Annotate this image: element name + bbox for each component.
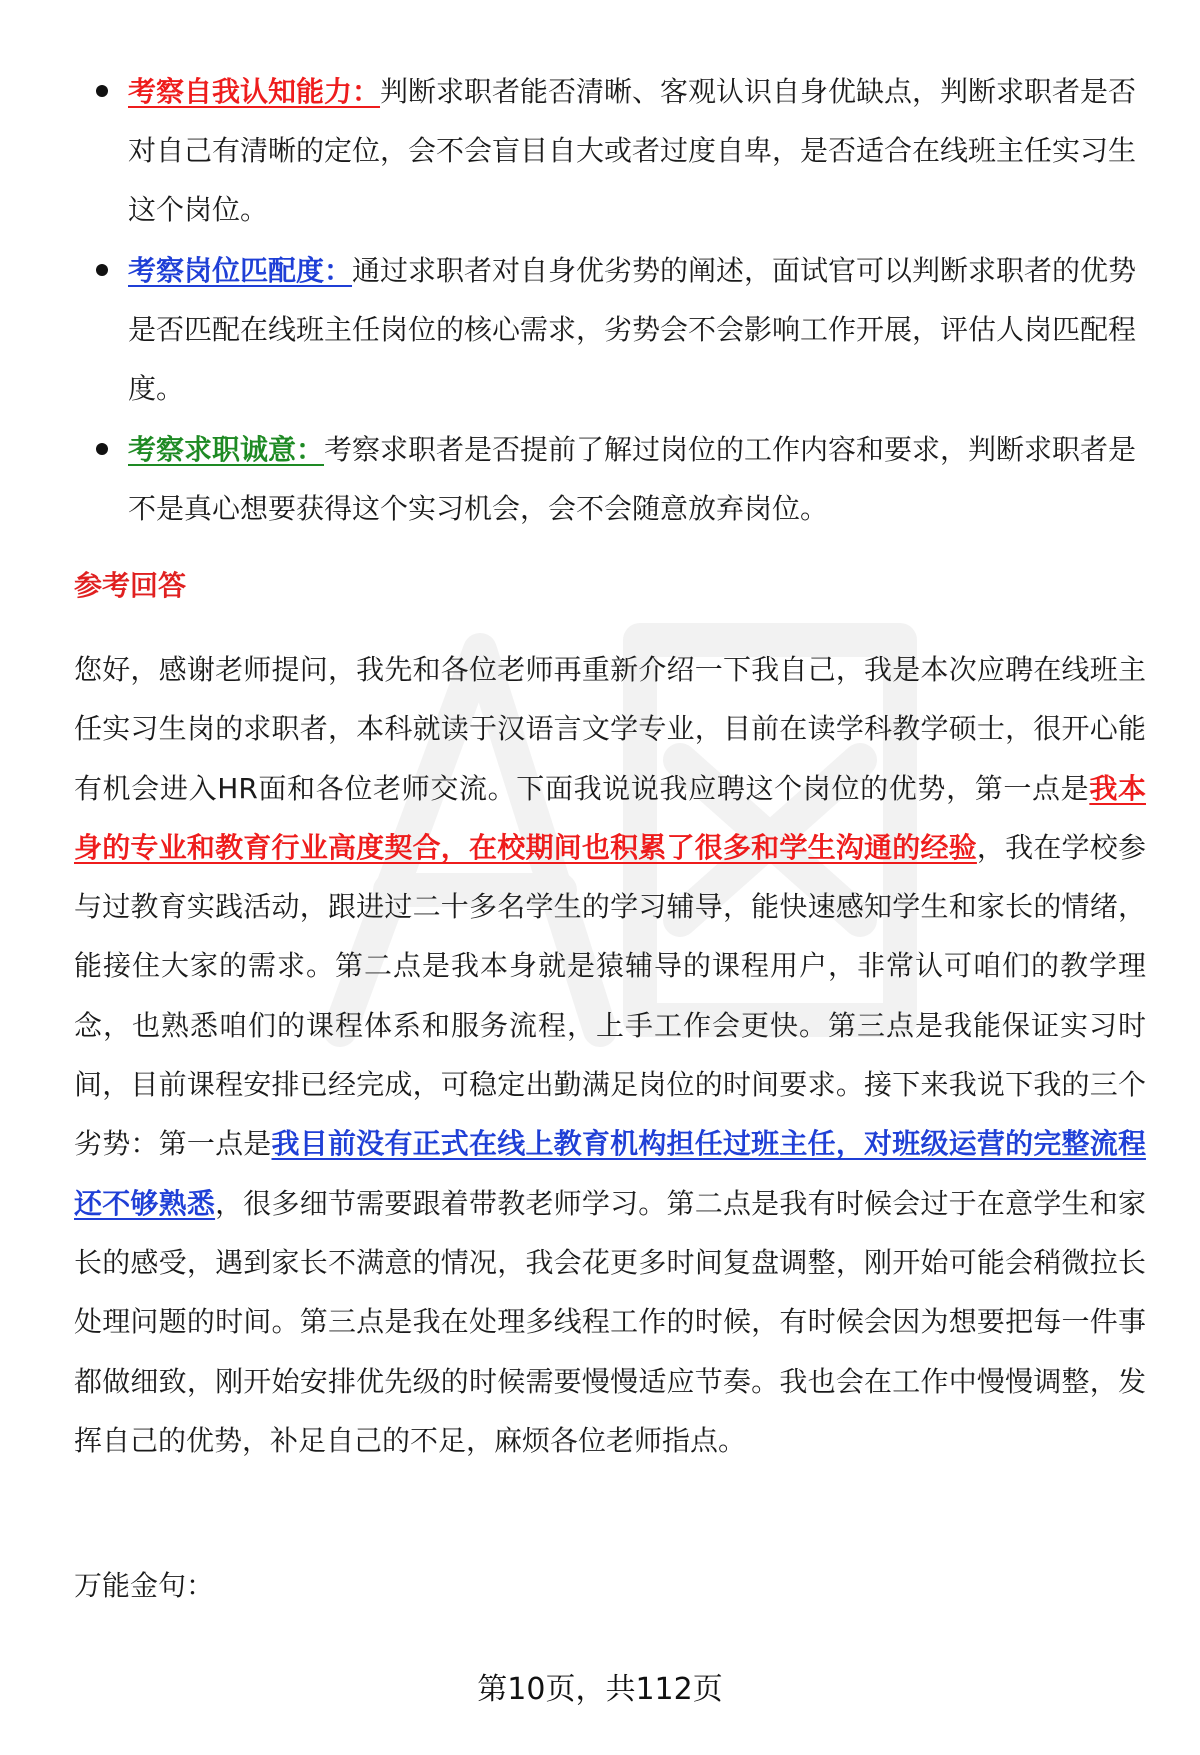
answer-highlight-strength: 我本身的专业和教育行业高度契合，在校期间也积累了很多和学生沟通的经验	[74, 771, 1146, 864]
reference-answer-paragraph	[74, 640, 1146, 1470]
bullet-job-fit	[96, 241, 1146, 418]
bullet-sincerity	[96, 420, 1146, 538]
answer-text: ，我在学校参与过教育实践活动，跟进过二十多名学生的学习辅导，能快速感知学生和家长的情绪，能接住大家的需求。第二点是我本身就是猿辅导的课程用户，非常认可咱们的教学理念，也熟悉咱们的课程体系和服务流程，上手工作会更快。第三点是我能保证实习时间，目前课程安排已经完成，可稳定出勤满足岗位的时间要求。接下来我说下我的三个劣势：第一点是	[74, 830, 1146, 1161]
bullet-dot-icon	[96, 443, 108, 455]
answer-text: 您好，感谢老师提问，我先和各位老师再重新介绍一下我自己，我是本次应聘在线班主任实习生岗的求职者，本科就读于汉语言文学专业，目前在读学科教学硕士，很开心能有机会进入HR面和各位老师交流。下面我说说我应聘这个岗位的优势，第一点是	[74, 653, 1146, 805]
page-number-footer: 第10页，共112页	[477, 1672, 723, 1707]
section-title: 参考回答	[74, 569, 187, 602]
bullet-label: 考察求职诚意：	[128, 433, 325, 466]
assessment-points-list	[96, 62, 1146, 540]
bullet-label: 考察自我认知能力：	[128, 75, 381, 108]
bullet-dot-icon	[96, 264, 108, 276]
golden-sentence-label: 万能金句：	[74, 1569, 215, 1602]
bullet-label: 考察岗位匹配度：	[128, 254, 353, 287]
bullet-text: 判断求职者能否清晰、客观认识自身优缺点，判断求职者是否对自己有清晰的定位，会不会盲目自大或者过度自卑，是否适合在线班主任实习生这个岗位。	[128, 75, 1137, 226]
bullet-self-awareness	[96, 62, 1146, 239]
answer-highlight-weakness: 我目前没有正式在线上教育机构担任过班主任，对班级运营的完整流程还不够熟悉	[74, 1127, 1146, 1220]
bullet-text: 通过求职者对自身优劣势的阐述，面试官可以判断求职者的优势是否匹配在线班主任岗位的核心需求，劣势会不会影响工作开展，评估人岗匹配程度。	[128, 254, 1137, 405]
answer-text: ，很多细节需要跟着带教老师学习。第二点是我有时候会过于在意学生和家长的感受，遇到家长不满意的情况，我会花更多时间复盘调整，刚开始可能会稍微拉长处理问题的时间。第三点是我在处理多线程工作的时候，有时候会因为想要把每一件事都做细致，刚开始安排优先级的时候需要慢慢适应节奏。我也会在工作中慢慢调整，发挥自己的优势，补足自己的不足，麻烦各位老师指点。	[74, 1186, 1146, 1457]
bullet-text: 考察求职者是否提前了解过岗位的工作内容和要求，判断求职者是不是真心想要获得这个实习机会，会不会随意放弃岗位。	[128, 433, 1137, 525]
bullet-dot-icon	[96, 85, 108, 97]
